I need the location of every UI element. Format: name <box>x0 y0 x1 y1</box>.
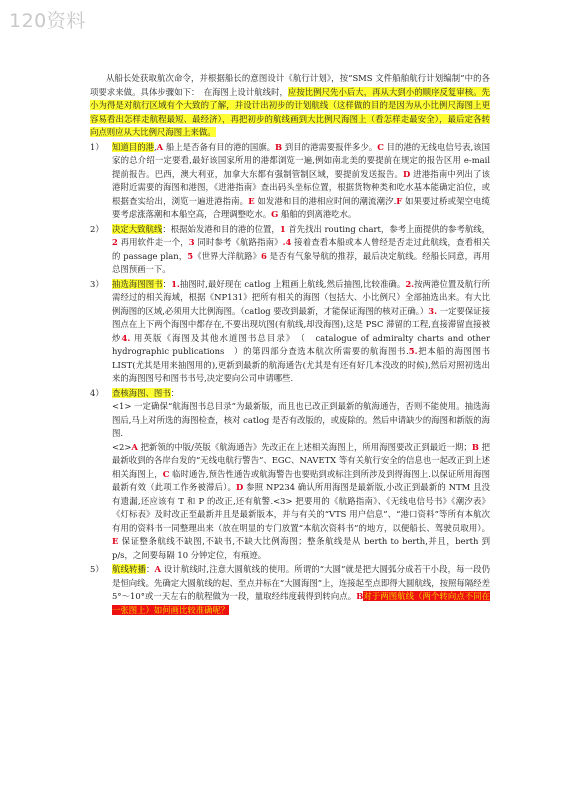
letter-marker: A <box>154 564 162 574</box>
section-2 <box>90 223 490 277</box>
section-4 <box>90 387 490 401</box>
number-marker: 2 <box>112 237 118 247</box>
item-text: 是否有气象导航的推荐，最后决定航线。经船长同意，再用总图预画一下。 <box>112 250 490 274</box>
letter-marker: D <box>236 482 244 492</box>
item-text: 保证整条航线不缺图,不缺书,不缺大比例海图；整条航线是从 berth to berth,并且，berth 到 p/s，之间要每隔 10 分钟定位，有痕迹。 <box>112 536 490 560</box>
letter-marker: B <box>356 591 364 601</box>
number-marker: 4. <box>121 332 131 343</box>
item-text: 把本船的海图图书 LIST(尤其是用来抽图用的),更新到最新的航海通告(尤其是有还有好几本没改的时候),然后对照初选出来的海图图号和图书书号,决定要向公司申请哪些. <box>112 346 491 383</box>
number-marker: 1. <box>171 278 180 289</box>
item-text: 到目的港需要报伴多少。 <box>282 141 378 152</box>
letter-marker: A <box>156 141 164 152</box>
section-4-paragraph-2 <box>90 441 490 563</box>
document-body <box>90 72 490 617</box>
section-number: 4） <box>90 387 104 398</box>
intro-paragraph <box>90 72 490 140</box>
number-marker: 5. <box>408 346 418 356</box>
section-number: 2） <box>90 223 104 234</box>
item-text: 按两港位置及航行所需经过的相关海域，根据《NP131》把所有相关的海图（包括大、小比例尺）全部抽选出来。有大比例海图的区域,必须用大比例海图。（catlog 要改到最新，才能保证海图的核对正确。） <box>112 278 491 316</box>
number-marker: 2. <box>405 278 415 289</box>
number-marker: 6 <box>261 250 267 261</box>
item-text: 进港指南中列出了该港附近需要的海图和港图，《进港指南》查出码头坐标位置，根据货物种类和吃水基本能确定泊位，或根据查实给出，浏览一遍进港指南。 <box>112 168 490 206</box>
section-title: 决定大致航线 <box>112 223 163 234</box>
letter-marker: B <box>471 441 479 452</box>
section-3 <box>90 278 490 386</box>
item-text: 目的港的无线电信号表,该国家的总介绍一定要看,最好该国家所用的港都浏览一遍,例如南北美的要提前在规定的报告区用 e-mail 提前报告。巴西，澳大利亚，加拿大东都有强制管制区域，要提前发送报告。 <box>112 141 490 179</box>
letter-marker: B <box>275 141 283 152</box>
section-title: 知道目的港 <box>112 141 154 152</box>
item-text: 一定要保证接图点在上下两个海图中都存在,不要出现坑图(有航线,却没海图),这是 PSC 滞留的工程,直接滞留直接被炒 <box>112 305 490 343</box>
item-text: ：根据始发港和目的港的位置， <box>162 223 280 234</box>
red-highlight-text: 对于两图航线（两个转向点不同在一张图上）如何画比较准确呢？ <box>112 591 491 615</box>
section-title: 查核海图、图书 <box>112 387 171 398</box>
item-text: 《世界大洋航路》 <box>193 250 262 261</box>
item-text: 船上是否备有目的港的国旗。 <box>163 141 276 152</box>
item-text: 接着查看本船或本人曾经是否走过此航线，查看相关的 passage plan， <box>112 237 490 261</box>
item-text: ： <box>162 278 172 289</box>
item-text: 首先找出 routing chart，参考上面提供的参考航线， <box>285 223 490 234</box>
letter-marker: A <box>131 441 138 452</box>
letter-marker: D <box>403 168 411 179</box>
item-text: 如果要过桥或架空电缆要考虑涨落潮和本船空高，合理调整吃水。 <box>112 195 491 219</box>
number-marker: 5 <box>187 250 194 261</box>
section-number: 3） <box>90 278 104 289</box>
letter-marker: E <box>248 195 255 206</box>
letter-marker: F <box>396 195 403 206</box>
letter-marker: C <box>377 141 384 152</box>
item-text: 参照 NP234 确认所用海图是最新版,小改正到最新的 NTM 且没有遗漏,还应该有 T 和 P 的改正,还有航警.<3> 把要用的《航路指南》、《无线电信号书》《潮汐表》《灯标表》及时改正至最新并且是最新版本，并与有关的“VTS 用户信息”、“港口资料”等所有本航次有用的资料书一同整理出来（放在明显的专门放置“本航次资料书”的地方，以便船长、驾驶员取用）。 <box>112 482 490 533</box>
number-marker: 3. <box>428 305 438 316</box>
intro-highlight: 应按比例尺先小后大，再从大到小的顺序反复审核。先小为得是对航行区域有个大致的了解，并设计出初步的计划航线（这样做的目的是因为从小比例尺海图上更容易看出怎样走航程最短、最经济），再把初步的航线画到大比例尺海图上（看怎样走最安全），最后定各转向点则应从大比例尺海图上来做。 <box>90 86 490 137</box>
item-text: 临时通告,预告性通告或航海警告也要贴到或标注到所涉及到得海图上.以保证所用海图最新有效（此项工作务被滞后）。 <box>112 468 491 492</box>
section-number: 5） <box>90 564 104 574</box>
item-text: 抽图时,最好现在 catlog 上粗画上航线,然后抽图,比较准确。 <box>179 278 406 289</box>
section-number: 1） <box>90 141 104 152</box>
section-4-paragraph-1: <1> 一定确保“航海图书总目录”为最新版，而且也已改正到最新的航海通告，否则不能使用。抽选海图后,马上对所选的海图检查，核对 catlog 是否有改版的，或废除的。然后申请缺少的海图和新版的海图. <box>112 401 490 438</box>
letter-marker: C <box>162 468 170 479</box>
section-5 <box>90 563 490 617</box>
item-text: 再用软件走一个， <box>117 237 189 247</box>
number-marker: .4 <box>282 237 292 247</box>
section-title: 抽选海图图书 <box>112 278 163 289</box>
section-title: 航线转播 <box>112 564 147 574</box>
item-text: <2> <box>112 441 132 452</box>
watermark-logo: 120资料 <box>9 10 86 32</box>
intro-text: 从船长处获取航次命令，并根据船长的意图设计《航行计划》，按“SMS 文件船舶航行计划编制”中的各项要求来做。具体步骤如下： 在海图上设计航线时， <box>90 73 490 97</box>
item-text: 设计航线时,注意大圆航线的使用。所谓的“大圆”就是把大圆弧分成若干小段，每一段仍是恒向线。先确定大圆航线的起、至点并标在“大圆海图”上，连接起至点即得大圆航线，按照每隔经差 5°～10°或一天左右的航程做为一段，量取经纬度载得到转向点。 <box>112 564 491 601</box>
item-text: ： <box>170 387 179 398</box>
item-text: 船舶的到离港吃水。 <box>278 209 357 219</box>
item-text: ： <box>146 564 155 574</box>
item-text: 把最新收到的各岸台发的“无线电航行警告”、EGC、NAVETX 等有关航行安全的信息也一起改正到上述相关海图上， <box>112 441 490 479</box>
section-1: 1） 知道目的港,A 船上是否备有目的港的国旗。B 到目的港需要报伴多少。C 目的港的无线电信号表,该国家的总介绍一定要看,最好该国家所用的港都浏览一遍,例如南北美的要提前在规定的报告区用 e-mail 提前报告。巴西，澳大利亚，加拿大东都有强制管制区域，要提前发送报告。D 进港指南中列出了该港附近需要的海图和港图，《进港指南》查出码头坐标位置，根据货物种类和吃水基本能确定泊位，或根据查实给出，浏览一遍进港指南。E 如发港和目的港相应时间的潮流潮汐.F 如果要过桥或架空电缆要考虑涨落潮和本船空高，合理调整吃水。G 船舶的到离港吃水。 <box>90 141 491 219</box>
number-marker: 3 <box>188 237 195 247</box>
item-text: 如发港和目的港相应时间的潮流潮汐. <box>254 195 397 206</box>
item-text: 用英版《海图及其他水道图书总目录》 （ catalogue of admiralty charts and other hydrographic publications ）的第四部分查选本航次所需要的航海图书. <box>112 332 491 356</box>
item-text: 把新领的中版/英版《航海通告》先改正在上述相关海图上，所用海图要改正到最近一期； <box>137 441 472 452</box>
letter-marker: E <box>112 536 119 546</box>
number-marker: 1 <box>279 223 286 234</box>
letter-marker: G <box>271 209 279 219</box>
item-text: 同时参考《航路指南》 <box>194 237 283 247</box>
